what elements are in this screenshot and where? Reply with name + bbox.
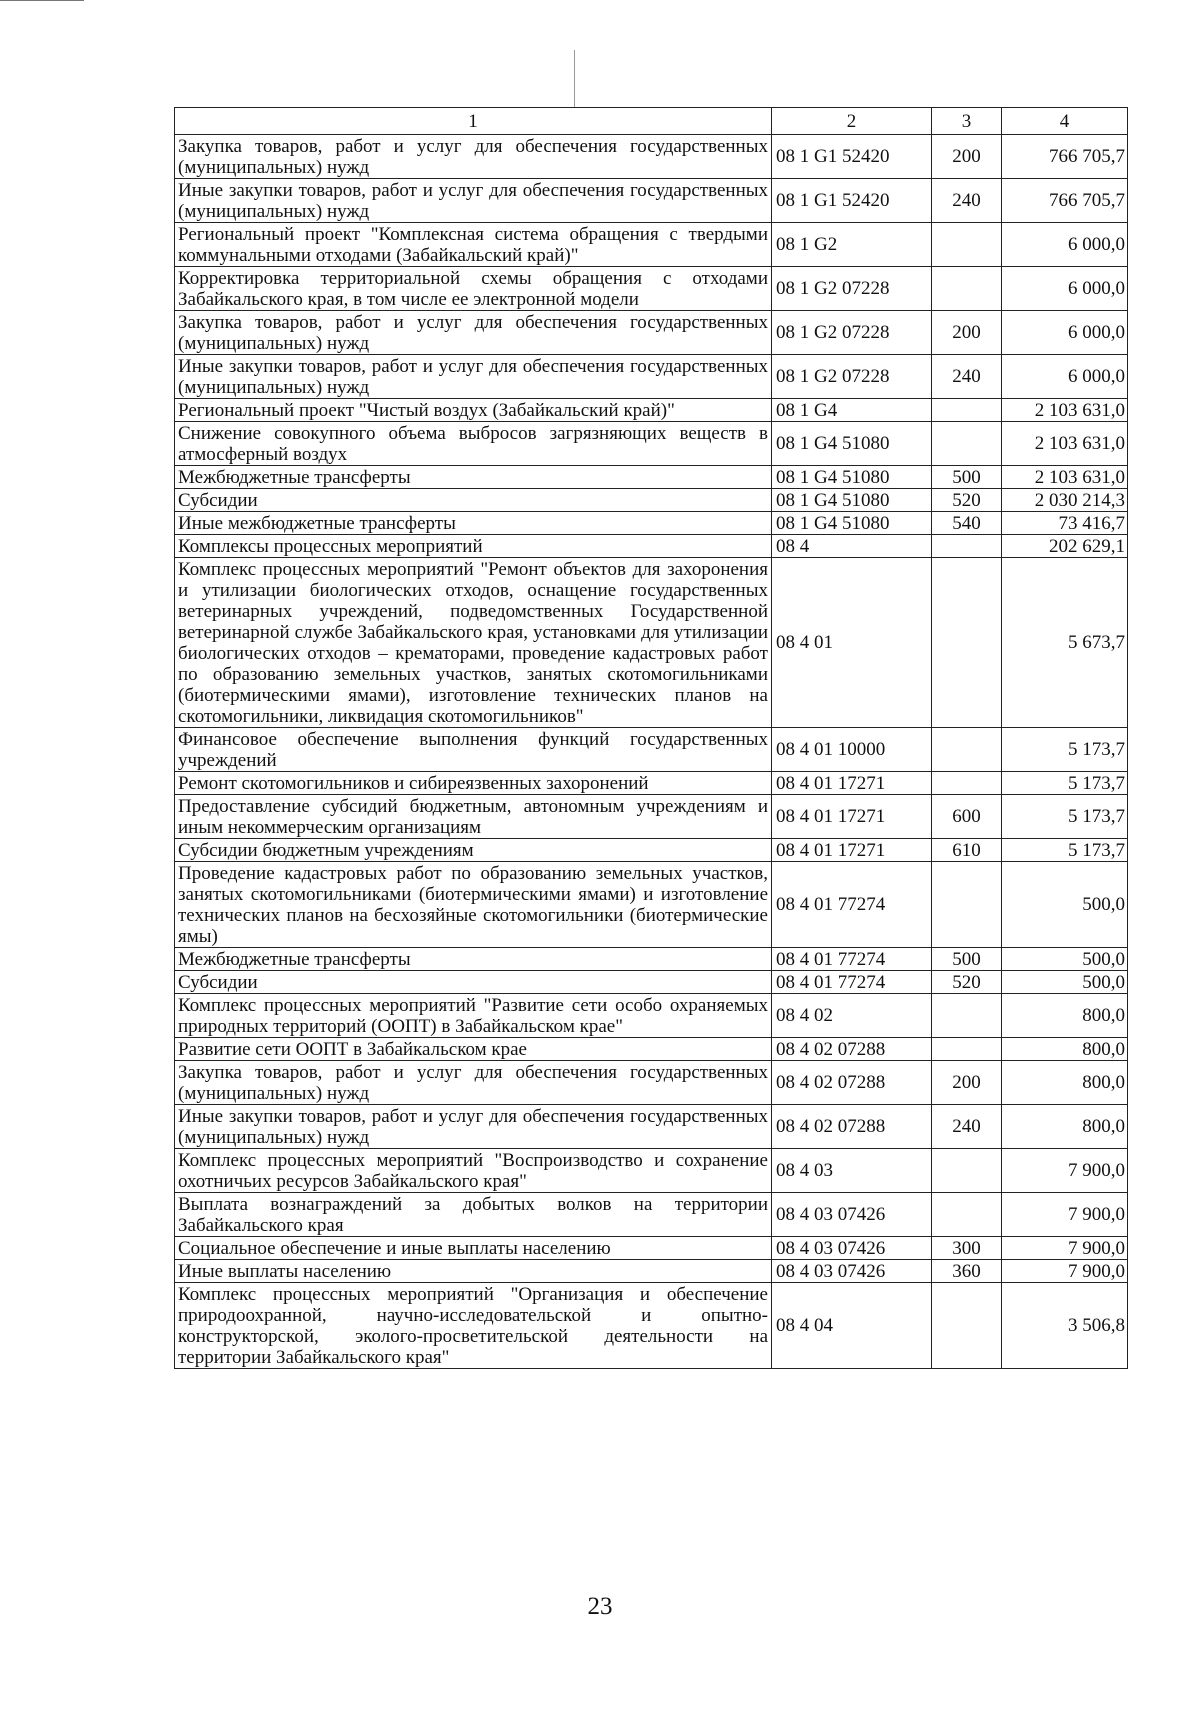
cell-sum: 7 900,0 [1002, 1237, 1128, 1260]
cell-sum: 5 173,7 [1002, 795, 1128, 839]
cell-code: 08 4 01 [772, 558, 932, 728]
cell-name: Иные межбюджетные трансферты [175, 512, 772, 535]
table-row [175, 728, 1128, 772]
cell-name: Выплата вознаграждений за добытых волков на территории Забайкальского края [175, 1193, 772, 1237]
cell-sum: 6 000,0 [1002, 355, 1128, 399]
cell-code: 08 4 01 77274 [772, 948, 932, 971]
cell-kvr: 520 [932, 971, 1002, 994]
table-row [175, 1061, 1128, 1105]
cell-name: Комплекс процессных мероприятий "Развитие сети особо охраняемых природных территорий (ООПТ) в Забайкальском крае" [175, 994, 772, 1038]
cell-name: Развитие сети ООПТ в Забайкальском крае [175, 1038, 772, 1061]
cell-code: 08 1 G4 51080 [772, 422, 932, 466]
cell-name: Иные закупки товаров, работ и услуг для обеспечения государственных (муниципальных) нужд [175, 355, 772, 399]
cell-code: 08 4 02 07288 [772, 1038, 932, 1061]
cell-sum: 7 900,0 [1002, 1260, 1128, 1283]
cell-name: Субсидии [175, 971, 772, 994]
cell-kvr: 240 [932, 179, 1002, 223]
table-row [175, 772, 1128, 795]
table-row [175, 422, 1128, 466]
cell-name: Предоставление субсидий бюджетным, автономным учреждениям и иным некоммерческим организациям [175, 795, 772, 839]
cell-code: 08 1 G4 51080 [772, 489, 932, 512]
cell-sum: 800,0 [1002, 994, 1128, 1038]
header-col-name: 1 [175, 108, 772, 135]
cell-code: 08 4 02 07288 [772, 1061, 932, 1105]
cell-code: 08 4 02 07288 [772, 1105, 932, 1149]
cell-kvr: 540 [932, 512, 1002, 535]
table-row [175, 1193, 1128, 1237]
cell-code: 08 4 04 [772, 1283, 932, 1369]
cell-sum: 766 705,7 [1002, 179, 1128, 223]
cell-name: Снижение совокупного объема выбросов загрязняющих веществ в атмосферный воздух [175, 422, 772, 466]
cell-kvr [932, 1283, 1002, 1369]
cell-name: Корректировка территориальной схемы обращения с отходами Забайкальского края, в том числе ее электронной модели [175, 267, 772, 311]
table-row [175, 311, 1128, 355]
cell-sum: 2 103 631,0 [1002, 399, 1128, 422]
cell-name: Комплексы процессных мероприятий [175, 535, 772, 558]
cell-code: 08 4 03 07426 [772, 1237, 932, 1260]
cell-kvr: 500 [932, 948, 1002, 971]
cell-kvr: 500 [932, 466, 1002, 489]
cell-code: 08 1 G2 [772, 223, 932, 267]
cell-kvr: 600 [932, 795, 1002, 839]
cell-kvr [932, 728, 1002, 772]
header-col-kvr: 3 [932, 108, 1002, 135]
cell-code: 08 1 G2 07228 [772, 311, 932, 355]
cell-kvr: 200 [932, 1061, 1002, 1105]
cell-name: Финансовое обеспечение выполнения функций государственных учреждений [175, 728, 772, 772]
cell-sum: 800,0 [1002, 1105, 1128, 1149]
table-row [175, 1283, 1128, 1369]
cell-name: Межбюджетные трансферты [175, 948, 772, 971]
cell-code: 08 4 01 17271 [772, 795, 932, 839]
cell-name: Межбюджетные трансферты [175, 466, 772, 489]
header-col-code: 2 [772, 108, 932, 135]
cell-name: Комплекс процессных мероприятий "Воспроизводство и сохранение охотничьих ресурсов Забайкальского края" [175, 1149, 772, 1193]
cell-name: Комплекс процессных мероприятий "Организация и обеспечение природоохранной, научно-исследовательской и опытно-конструкторской, эколого-просветительской деятельности на территории Забайкальского края" [175, 1283, 772, 1369]
cell-kvr [932, 994, 1002, 1038]
table-row [175, 135, 1128, 179]
cell-sum: 5 673,7 [1002, 558, 1128, 728]
table-row [175, 1038, 1128, 1061]
table-row [175, 355, 1128, 399]
cell-name: Закупка товаров, работ и услуг для обеспечения государственных (муниципальных) нужд [175, 1061, 772, 1105]
cell-sum: 2 103 631,0 [1002, 466, 1128, 489]
table-row [175, 1260, 1128, 1283]
cell-kvr [932, 1038, 1002, 1061]
cell-code: 08 1 G4 [772, 399, 932, 422]
cell-sum: 5 173,7 [1002, 839, 1128, 862]
cell-code: 08 4 [772, 535, 932, 558]
cell-sum: 7 900,0 [1002, 1193, 1128, 1237]
cell-name: Комплекс процессных мероприятий "Ремонт объектов для захоронения и утилизации биологических отходов, оснащение государственных ветеринарных учреждений, подведомственных Государственной ветеринарной службе Забайкальского края, установками для утилизации биологических отходов – крематорами, проведение кадастровых работ по образованию земельных участков, занятых скотомогильниками (биотермическими ямами), изготовление технических планов на скотомогильники, ликвидация скотомогильников" [175, 558, 772, 728]
page-number: 23 [587, 1593, 613, 1620]
table-row [175, 466, 1128, 489]
cell-kvr [932, 422, 1002, 466]
cell-kvr [932, 1193, 1002, 1237]
table-row [175, 535, 1128, 558]
cell-code: 08 4 01 17271 [772, 839, 932, 862]
cell-code: 08 4 03 [772, 1149, 932, 1193]
cell-code: 08 1 G1 52420 [772, 179, 932, 223]
table-row [175, 948, 1128, 971]
cell-name: Социальное обеспечение и иные выплаты населению [175, 1237, 772, 1260]
cell-name: Иные закупки товаров, работ и услуг для обеспечения государственных (муниципальных) нужд [175, 1105, 772, 1149]
fold-line [574, 50, 575, 108]
table-row [175, 399, 1128, 422]
cell-sum: 73 416,7 [1002, 512, 1128, 535]
cell-sum: 5 173,7 [1002, 772, 1128, 795]
cell-name: Ремонт скотомогильников и сибиреязвенных захоронений [175, 772, 772, 795]
cell-name: Субсидии [175, 489, 772, 512]
cell-code: 08 4 03 07426 [772, 1193, 932, 1237]
cell-sum: 2 103 631,0 [1002, 422, 1128, 466]
table-row [175, 862, 1128, 948]
cell-kvr [932, 1149, 1002, 1193]
table-row [175, 558, 1128, 728]
cell-code: 08 4 03 07426 [772, 1260, 932, 1283]
cell-kvr: 300 [932, 1237, 1002, 1260]
table-row [175, 795, 1128, 839]
cell-name: Региональный проект "Чистый воздух (Забайкальский край)" [175, 399, 772, 422]
cell-name: Проведение кадастровых работ по образованию земельных участков, занятых скотомогильниками (биотермическими ямами) и изготовление технических планов на бесхозяйные скотомогильники (биотермические ямы) [175, 862, 772, 948]
cell-name: Закупка товаров, работ и услуг для обеспечения государственных (муниципальных) нужд [175, 311, 772, 355]
cell-sum: 500,0 [1002, 971, 1128, 994]
cell-sum: 3 506,8 [1002, 1283, 1128, 1369]
cell-kvr: 360 [932, 1260, 1002, 1283]
table-body [175, 135, 1128, 1369]
cell-sum: 500,0 [1002, 948, 1128, 971]
page-edge [0, 0, 84, 1]
cell-kvr [932, 772, 1002, 795]
cell-sum: 202 629,1 [1002, 535, 1128, 558]
cell-kvr: 240 [932, 355, 1002, 399]
cell-code: 08 4 01 10000 [772, 728, 932, 772]
cell-code: 08 1 G4 51080 [772, 466, 932, 489]
table-row [175, 179, 1128, 223]
cell-sum: 800,0 [1002, 1061, 1128, 1105]
cell-kvr: 520 [932, 489, 1002, 512]
cell-name: Закупка товаров, работ и услуг для обеспечения государственных (муниципальных) нужд [175, 135, 772, 179]
table-row [175, 267, 1128, 311]
cell-code: 08 1 G1 52420 [772, 135, 932, 179]
table-header-row [175, 108, 1128, 135]
table-row [175, 1149, 1128, 1193]
cell-kvr [932, 223, 1002, 267]
cell-sum: 6 000,0 [1002, 267, 1128, 311]
budget-table [174, 107, 1128, 1369]
cell-sum: 6 000,0 [1002, 311, 1128, 355]
cell-sum: 766 705,7 [1002, 135, 1128, 179]
table-row [175, 512, 1128, 535]
cell-kvr [932, 399, 1002, 422]
cell-kvr: 200 [932, 311, 1002, 355]
cell-kvr [932, 535, 1002, 558]
cell-code: 08 4 01 17271 [772, 772, 932, 795]
cell-name: Иные закупки товаров, работ и услуг для обеспечения государственных (муниципальных) нужд [175, 179, 772, 223]
cell-code: 08 1 G2 07228 [772, 355, 932, 399]
cell-code: 08 4 01 77274 [772, 971, 932, 994]
cell-sum: 6 000,0 [1002, 223, 1128, 267]
table-row [175, 489, 1128, 512]
cell-sum: 5 173,7 [1002, 728, 1128, 772]
cell-kvr: 240 [932, 1105, 1002, 1149]
cell-code: 08 4 02 [772, 994, 932, 1038]
cell-kvr [932, 267, 1002, 311]
cell-name: Иные выплаты населению [175, 1260, 772, 1283]
table-row [175, 1237, 1128, 1260]
cell-sum: 800,0 [1002, 1038, 1128, 1061]
cell-name: Региональный проект "Комплексная система обращения с твердыми коммунальными отходами (Забайкальский край)" [175, 223, 772, 267]
header-col-sum: 4 [1002, 108, 1128, 135]
cell-sum: 2 030 214,3 [1002, 489, 1128, 512]
cell-code: 08 4 01 77274 [772, 862, 932, 948]
table-row [175, 1105, 1128, 1149]
cell-kvr [932, 558, 1002, 728]
cell-kvr: 610 [932, 839, 1002, 862]
table-row [175, 994, 1128, 1038]
cell-name: Субсидии бюджетным учреждениям [175, 839, 772, 862]
cell-code: 08 1 G4 51080 [772, 512, 932, 535]
cell-kvr [932, 862, 1002, 948]
cell-sum: 500,0 [1002, 862, 1128, 948]
cell-kvr: 200 [932, 135, 1002, 179]
table-row [175, 839, 1128, 862]
table-row [175, 971, 1128, 994]
table-row [175, 223, 1128, 267]
cell-sum: 7 900,0 [1002, 1149, 1128, 1193]
cell-code: 08 1 G2 07228 [772, 267, 932, 311]
